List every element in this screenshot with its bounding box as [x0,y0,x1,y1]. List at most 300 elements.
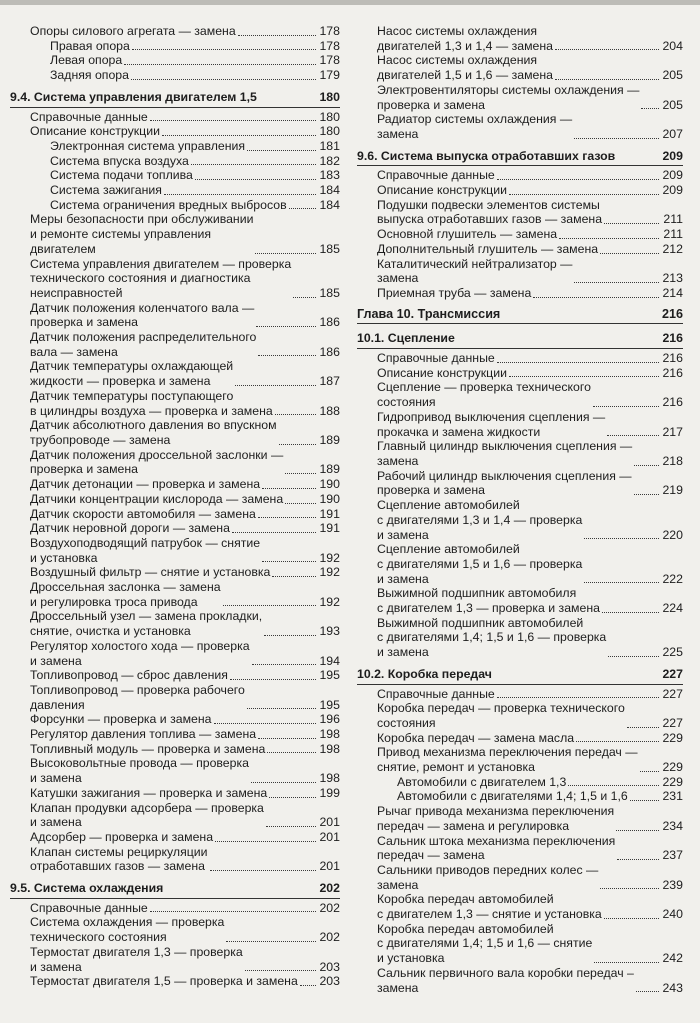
toc-entry [10,257,340,301]
toc-entry-title: Датчик температуры охлаждающей жидкости — проверка и замена [30,359,234,389]
toc-entry [10,801,340,830]
toc-page-number: 209 [662,168,683,183]
toc-entry [357,863,683,892]
toc-leader-dots [289,208,316,209]
toc-page-number: 202 [319,881,340,896]
toc-page-number: 229 [662,760,683,775]
toc-entry-title: Система ограничения вредных выбросов [50,197,287,212]
toc-entry-title: Дополнительный глушитель — замена [377,241,599,256]
toc-leader-dots [584,582,659,583]
toc-leader-dots [300,985,316,986]
toc-page-number: 216 [662,331,683,346]
toc-entry-title: 9.4. Система управления двигателем 1,5 [10,89,257,104]
toc-entry-title: Регулятор давления топлива — замена [30,727,257,742]
toc-page-number: 193 [319,624,340,639]
toc-entry [10,609,340,638]
toc-entry [10,389,340,418]
toc-leader-dots [497,697,659,698]
toc-entry-title: Радиатор системы охлаждения — замена [377,112,573,141]
toc-entry-title: Выжимной подшипник автомобилей с двигателями 1,4; 1,5 и 1,6 — проверка и замена [377,615,607,660]
toc-leader-dots [132,49,316,50]
toc-leader-dots [604,918,659,919]
toc-leader-dots [195,179,316,180]
toc-leader-dots [602,612,659,613]
toc-entry-title: 10.1. Сцепление [357,331,455,346]
toc-page-number: 183 [319,168,340,183]
toc-entry-title: Справочные данные [30,109,148,124]
toc-page-number: 227 [662,715,683,730]
toc-entry-title: Топливный модуль — проверка и замена [30,741,266,756]
toc-entry [10,580,340,609]
toc-leader-dots [247,708,316,709]
toc-entry [357,542,683,586]
toc-entry [10,565,340,580]
toc-entry [357,366,683,381]
toc-entry [10,330,340,359]
toc-entry-title: Топливопровод — сброс давления [30,668,228,683]
toc-page-number: 211 [663,212,683,227]
toc-section-heading [357,331,683,349]
toc-leader-dots [230,679,316,680]
toc-entry [10,154,340,169]
toc-page-number: 243 [662,980,683,995]
toc-page-number: 224 [662,601,683,616]
toc-entry-title: Датчик скорости автомобиля — замена [30,506,256,521]
toc-leader-dots [258,738,316,739]
toc-page-number: 216 [661,306,683,321]
toc-page-number: 178 [319,38,340,53]
toc-entry [10,974,340,989]
toc-page-number: 203 [319,959,340,974]
toc-page-number: 184 [319,197,340,212]
toc-entry-title: Гидропривод выключения сцепления — прокачка и замена жидкости [377,409,606,439]
toc-page-number: 191 [319,506,340,521]
toc-entry-title: Система управления двигателем — проверка технического состояния и диагностика неисправностей [30,256,292,300]
toc-page-number: 211 [663,227,683,242]
toc-entry-title: Описание конструкции [30,124,160,139]
toc-entry [10,39,340,54]
toc-entry-title: Клапан продувки адсорбера — проверка и замена [30,800,264,830]
toc-page-number: 214 [662,285,683,300]
toc-page-number: 216 [662,365,683,380]
toc-page-number: 225 [662,645,683,660]
toc-leader-dots [214,723,317,724]
toc-entry-title: Электронная система управления [50,138,246,153]
toc-leader-dots [285,503,316,504]
toc-leader-dots [162,135,316,136]
toc-entry [357,257,683,286]
toc-page-number: 198 [319,771,340,786]
toc-leader-dots [594,962,659,963]
toc-entry [10,124,340,139]
toc-entry-title: Каталитический нейтрализатор — замена [377,256,573,286]
toc-entry-title: Задняя опора [50,68,129,83]
toc-entry-title: Высоковольтные провода — проверка и замена [30,756,249,786]
toc-entry [10,139,340,154]
toc-leader-dots [640,771,659,772]
toc-page-number: 217 [662,424,683,439]
toc-section-heading [357,667,683,685]
toc-entry-title: Термостат двигателя 1,3 — проверка и замена [30,944,243,974]
toc-page-number: 237 [662,848,683,863]
toc-entry [357,351,683,366]
toc-page-number: 192 [319,550,340,565]
toc-page-number: 194 [319,653,340,668]
toc-page-number: 190 [319,491,340,506]
toc-entry-title: Коробка передач автомобилей с двигателями 1,4; 1,5 и 1,6 — снятие и установка [377,921,593,966]
toc-entry-title: Электровентиляторы системы охлаждения — проверка и замена [377,82,640,112]
toc-entry [357,586,683,615]
toc-leader-dots [272,576,316,577]
toc-leader-dots [604,223,659,224]
toc-leader-dots [258,517,316,518]
toc-page-number: 227 [662,666,683,681]
toc-page-number: 180 [319,109,340,124]
toc-page-number: 198 [319,727,340,742]
toc-leader-dots [258,355,316,356]
toc-entry [357,469,683,498]
toc-page-number: 180 [319,124,340,139]
toc-leader-dots [617,159,659,160]
toc-leader-dots [608,656,659,657]
toc-entry-title: Воздухоподводящий патрубок — снятие и установка [30,535,261,565]
toc-entry-title: Справочные данные [377,168,495,183]
toc-entry [357,775,683,790]
toc-entry [10,521,340,536]
toc-entry [10,212,340,256]
toc-entry-title: Правая опора [50,38,130,53]
toc-entry-title: Справочные данные [377,686,495,701]
toc-entry [357,380,683,409]
toc-leader-dots [593,406,659,407]
toc-leader-dots [247,150,316,151]
toc-page-number: 191 [319,521,340,536]
toc-entry [10,110,340,125]
toc-entry [357,687,683,702]
toc-leader-dots [600,888,659,889]
toc-entry [10,183,340,198]
toc-page-number: 192 [319,594,340,609]
toc-leader-dots [232,532,316,533]
toc-leader-dots [494,678,659,679]
toc-entry [357,410,683,439]
toc-leader-dots [568,785,659,786]
toc-entry [10,301,340,330]
toc-leader-dots [555,49,659,50]
toc-page-number: 185 [319,285,340,300]
toc-leader-dots [191,164,316,165]
toc-entry-title: Регулятор холостого хода — проверка и замена [30,638,250,668]
toc-leader-dots [576,741,659,742]
toc-leader-dots [616,830,659,831]
toc-entry [10,727,340,742]
toc-page-number: 209 [662,148,683,163]
toc-entry-title: 10.2. Коробка передач [357,666,492,681]
toc-page-number: 216 [662,395,683,410]
toc-entry [10,448,340,477]
toc-page-number: 213 [662,271,683,286]
toc-entry-title: Приемная труба — замена [377,285,532,300]
toc-page-number: 186 [319,315,340,330]
toc-leader-dots [245,970,316,971]
toc-entry [10,198,340,213]
toc-leader-dots [607,435,659,436]
toc-page-number: 218 [662,453,683,468]
toc-entry-title: Коробка передач автомобилей с двигателем 1,3 — снятие и установка [377,892,602,922]
toc-entry [357,701,683,730]
toc-leader-dots [215,841,316,842]
toc-page-number: 179 [319,68,340,83]
toc-entry [10,830,340,845]
toc-entry [357,922,683,966]
toc-entry [10,507,340,522]
toc-leader-dots [210,870,316,871]
toc-page-number: 189 [319,432,340,447]
toc-entry-title: Рабочий цилиндр выключения сцепления — проверка и замена [377,468,632,498]
toc-leader-dots [559,238,659,239]
toc-leader-dots [641,108,659,109]
toc-leader-dots [555,79,659,80]
toc-entry-title: Выжимной подшипник автомобиля с двигателем 1,3 — проверка и замена [377,586,600,616]
toc-entry-title: Справочные данные [377,351,495,366]
toc-page-number: 195 [319,668,340,683]
toc-entry [10,845,340,874]
toc-leader-dots [131,79,316,80]
toc-leader-dots [634,465,659,466]
toc-leader-dots [124,64,316,65]
toc-entry [357,242,683,257]
toc-chapter-heading [357,307,683,325]
toc-entry-title: Сальник штока механизма переключения передач — замена [377,833,616,863]
toc-entry [10,639,340,668]
toc-entry-title: Справочные данные [30,900,148,915]
toc-page-number: 204 [662,38,683,53]
toc-entry [10,24,340,39]
toc-page-number: 192 [319,565,340,580]
toc-entry [357,24,683,53]
toc-entry [10,536,340,565]
toc-entry-title: Описание конструкции [377,183,507,198]
toc-entry [10,477,340,492]
toc-entry-title: Датчик температуры поступающего в цилиндры воздуха — проверка и замена [30,388,273,418]
toc-page-number: 216 [662,351,683,366]
toc-page-number: 186 [319,344,340,359]
page-top-edge [0,0,700,5]
toc-entry-title: Система впуска воздуха [50,153,189,168]
toc-leader-dots [255,253,316,254]
toc-entry-title: Насос системы охлаждения двигателей 1,3 и 1,4 — замена [377,24,554,53]
toc-page-number: 242 [662,951,683,966]
toc-leader-dots [251,782,316,783]
toc-entry [357,439,683,468]
toc-entry-title: Рычаг привода механизма переключения передач — замена и регулировка [377,804,615,833]
toc-entry-title: Датчик положения коленчатого вала — проверка и замена [30,300,255,330]
toc-entry [10,945,340,974]
toc-entry [357,498,683,542]
toc-leader-dots [533,297,659,298]
toc-leader-dots [238,35,316,36]
toc-entry-title: 9.6. Система выпуска отработавших газов [357,148,616,163]
toc-leader-dots [497,362,659,363]
toc-page-number: 222 [662,571,683,586]
toc-leader-dots [509,194,659,195]
toc-page-number: 229 [662,774,683,789]
toc-page-number: 219 [662,483,683,498]
toc-entry-title: Форсунки — проверка и замена [30,712,212,727]
toc-entry-title: 9.5. Система охлаждения [10,881,164,896]
toc-leader-dots [267,752,316,753]
toc-entry-title: Описание конструкции [377,365,507,380]
toc-leader-dots [266,826,316,827]
toc-leader-dots [457,342,659,343]
toc-entry [10,712,340,727]
toc-entry [10,418,340,447]
toc-column-left [10,24,340,989]
toc-page-number: 205 [662,68,683,83]
toc-entry [10,756,340,785]
toc-page-number: 189 [319,462,340,477]
toc-leader-dots [259,101,316,102]
toc-page-number: 178 [319,24,340,38]
toc-entry [357,892,683,921]
toc-entry-title: Автомобили с двигателем 1,3 [397,774,567,789]
toc-leader-dots [502,317,659,318]
toc-entry-title: Адсорбер — проверка и замена [30,829,214,844]
toc-leader-dots [252,664,316,665]
toc-entry-title: Коробка передач — замена масла [377,730,575,745]
toc-page-number: 188 [319,403,340,418]
toc-entry [357,83,683,112]
toc-leader-dots [262,561,316,562]
toc-leader-dots [285,473,316,474]
toc-entry [357,53,683,82]
toc-entry [10,901,340,916]
toc-entry [357,966,683,995]
toc-page-number: 185 [319,241,340,256]
toc-leader-dots [600,253,659,254]
toc-page-number: 198 [319,741,340,756]
toc-leader-dots [223,605,316,606]
toc-page-number: 190 [319,477,340,492]
toc-leader-dots [150,911,316,912]
toc-leader-dots [584,538,659,539]
toc-entry [357,183,683,198]
toc-leader-dots [634,494,659,495]
toc-leader-dots [627,727,659,728]
toc-page-number: 203 [319,974,340,989]
toc-page-number: 181 [319,138,340,153]
toc-entry [357,168,683,183]
toc-leader-dots [269,797,316,798]
toc-entry-title: Сцепление автомобилей с двигателями 1,5 и 1,6 — проверка и замена [377,542,583,586]
toc-entry-title: Коробка передач — проверка технического состояния [377,701,625,730]
toc-entry-title: Сцепление автомобилей с двигателями 1,3 и 1,4 — проверка и замена [377,498,583,542]
toc-entry [357,745,683,774]
toc-entry [357,227,683,242]
toc-entry-title: Датчик абсолютного давления во впускном трубопроводе — замена [30,418,277,447]
toc-entry [357,286,683,301]
toc-page-number: 201 [319,829,340,844]
toc-page-number: 182 [319,153,340,168]
toc-entry-title: Датчик неровной дороги — замена [30,521,230,536]
toc-entry-title: Сцепление — проверка технического состояния [377,380,591,410]
toc-page-number: 202 [319,930,340,945]
toc-entry-title: Автомобили с двигателями 1,4; 1,5 и 1,6 [397,789,628,804]
toc-entry-title: Катушки зажигания — проверка и замена [30,785,268,800]
toc-section-heading [10,881,340,899]
toc-entry [10,359,340,388]
toc-leader-dots [279,444,316,445]
toc-entry [357,112,683,141]
toc-entry-title: Подушки подвески элементов системы выпуска отработавших газов — замена [377,197,603,227]
toc-entry-title: Дроссельная заслонка — замена и регулировка троса привода [30,580,221,609]
toc-entry-title: Воздушный фильтр — снятие и установка [30,565,271,580]
toc-leader-dots [574,138,659,139]
toc-leader-dots [164,194,316,195]
toc-page-number: 207 [662,126,683,141]
toc-page-number: 199 [319,785,340,800]
toc-entry-title: Насос системы охлаждения двигателей 1,5 и 1,6 — замена [377,53,554,83]
toc-page-number: 240 [662,907,683,922]
toc-page-number: 212 [662,241,683,256]
toc-entry-title: Сальник первичного вала коробки передач – замена [377,965,634,995]
toc-entry-title: Основной глушитель — замена [377,227,558,242]
toc-leader-dots [235,385,316,386]
toc-entry-title: Датчик детонации — проверка и замена [30,477,261,492]
toc-leader-dots [256,326,316,327]
toc-page-number: 205 [662,97,683,112]
toc-page-number: 180 [319,89,340,104]
toc-page-number: 195 [319,697,340,712]
toc-page-number: 184 [319,183,340,198]
toc-leader-dots [630,800,659,801]
toc-page-number: 202 [319,900,340,915]
toc-leader-dots [262,488,316,489]
toc-page-number: 229 [662,730,683,745]
toc-entry [10,786,340,801]
toc-page-number: 187 [319,374,340,389]
toc-entry [10,683,340,712]
toc-section-heading [357,149,683,167]
toc-entry-title: Система подачи топлива [50,168,193,183]
toc-entry [357,834,683,863]
toc-entry-title: Опоры силового агрегата — замена [30,24,236,38]
toc-entry [357,616,683,660]
toc-leader-dots [617,859,659,860]
toc-page-number: 227 [662,686,683,701]
toc-leader-dots [509,376,659,377]
toc-entry-title: Сальники приводов передних колес — замена [377,862,599,892]
toc-leader-dots [636,991,659,992]
toc-entry-title: Датчики концентрации кислорода — замена [30,491,284,506]
toc-entry-title: Меры безопасности при обслуживании и ремонте системы управления двигателем [30,212,254,256]
toc-entry-title: Дроссельный узел — замена прокладки, снятие, очистка и установка [30,609,263,639]
toc-column-right [357,24,683,995]
toc-entry [357,198,683,227]
toc-page-number: 239 [662,877,683,892]
toc-leader-dots [293,297,316,298]
toc-page-number: 231 [662,789,683,804]
toc-entry [10,915,340,944]
toc-entry [10,168,340,183]
toc-leader-dots [264,635,316,636]
toc-leader-dots [497,179,659,180]
toc-entry [10,53,340,68]
toc-page-number: 201 [319,815,340,830]
toc-entry-title: Привод механизма переключения передач — снятие, ремонт и установка [377,745,638,775]
toc-page-number: 178 [319,53,340,68]
toc-leader-dots [275,414,316,415]
